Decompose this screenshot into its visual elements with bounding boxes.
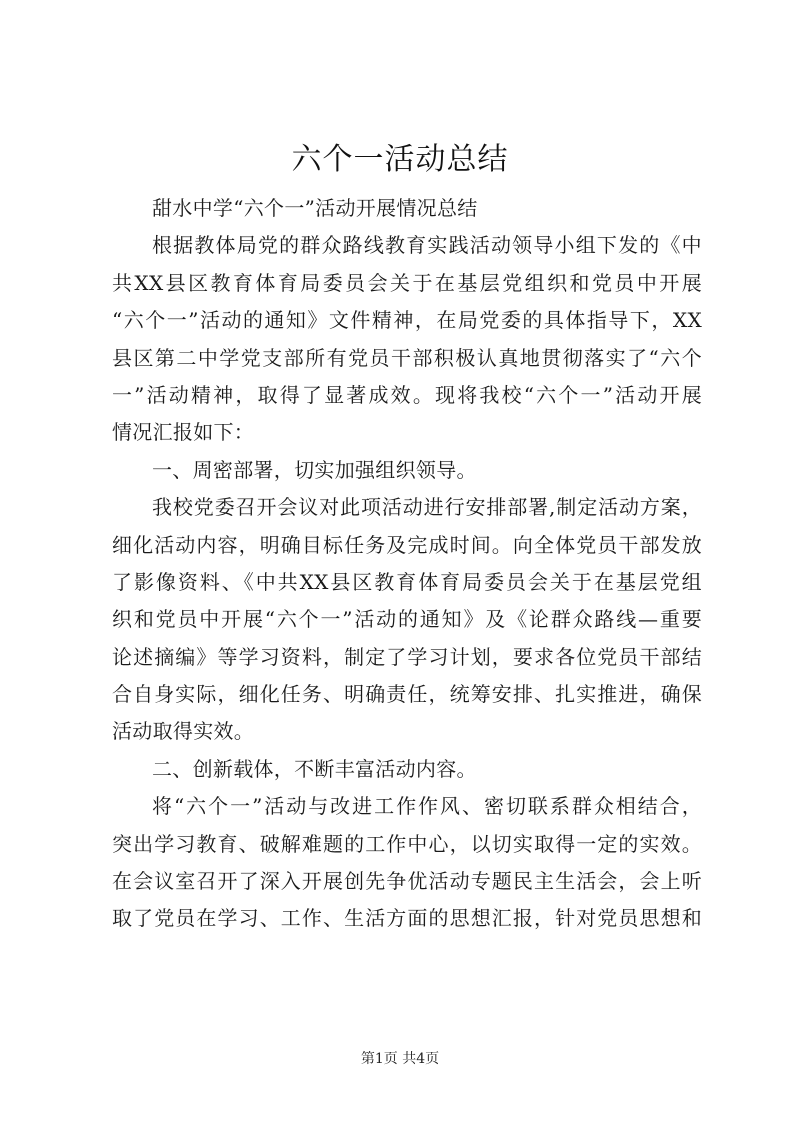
text-line: 根据教体局党的群众路线教育实践活动领导小组下发的《中 xyxy=(152,233,702,258)
text-line: 活动取得实效。 xyxy=(112,719,255,744)
text-line: 将“六个一”活动与改进工作作风、密切联系群众相结合， xyxy=(152,794,702,819)
text-line: 取了党员在学习、工作、生活方面的思想汇报，针对党员思想和 xyxy=(112,906,702,931)
section-heading: 一、周密部署，切实加强组织领导。 xyxy=(152,457,477,482)
text-line: 情况汇报如下： xyxy=(112,420,255,445)
text-line: 甜水中学“六个一”活动开展情况总结 xyxy=(152,196,478,220)
text-line: 细化活动内容，明确目标任务及完成时间。向全体党员干部发放 xyxy=(112,532,702,557)
text-line: 了影像资料、《中共XX县区教育体育局委员会关于在基层党组 xyxy=(112,569,702,594)
text-line: 县区第二中学党支部所有党员干部积极认真地贯彻落实了“六个 xyxy=(112,345,702,370)
text-line: 在会议室召开了深入开展创先争优活动专题民主生活会，会上听 xyxy=(112,869,702,894)
text-line: 突出学习教育、破解难题的工作中心，以切实取得一定的实效。 xyxy=(112,831,702,856)
text-line: 论述摘编》等学习资料，制定了学习计划，要求各位党员干部结 xyxy=(112,644,702,669)
page-indicator: 第1页 共4页 xyxy=(360,1051,440,1067)
document-title: 六个一活动总结 xyxy=(291,142,509,177)
section-heading: 二、创新载体，不断丰富活动内容。 xyxy=(152,756,477,781)
text-line: 我校党委召开会议对此项活动进行安排部署,制定活动方案， xyxy=(152,495,702,520)
text-line: “六个一”活动的通知》文件精神，在局党委的具体指导下，XX xyxy=(112,308,702,333)
text-line: 一”活动精神，取得了显著成效。现将我校“六个一”活动开展 xyxy=(112,382,702,407)
text-line: 共XX县区教育体育局委员会关于在基层党组织和党员中开展 xyxy=(112,270,702,295)
document-body xyxy=(112,190,702,938)
text-line: 织和党员中开展“六个一”活动的通知》及《论群众路线—重要 xyxy=(112,607,702,632)
text-line: 合自身实际，细化任务、明确责任，统筹安排、扎实推进，确保 xyxy=(112,682,702,707)
